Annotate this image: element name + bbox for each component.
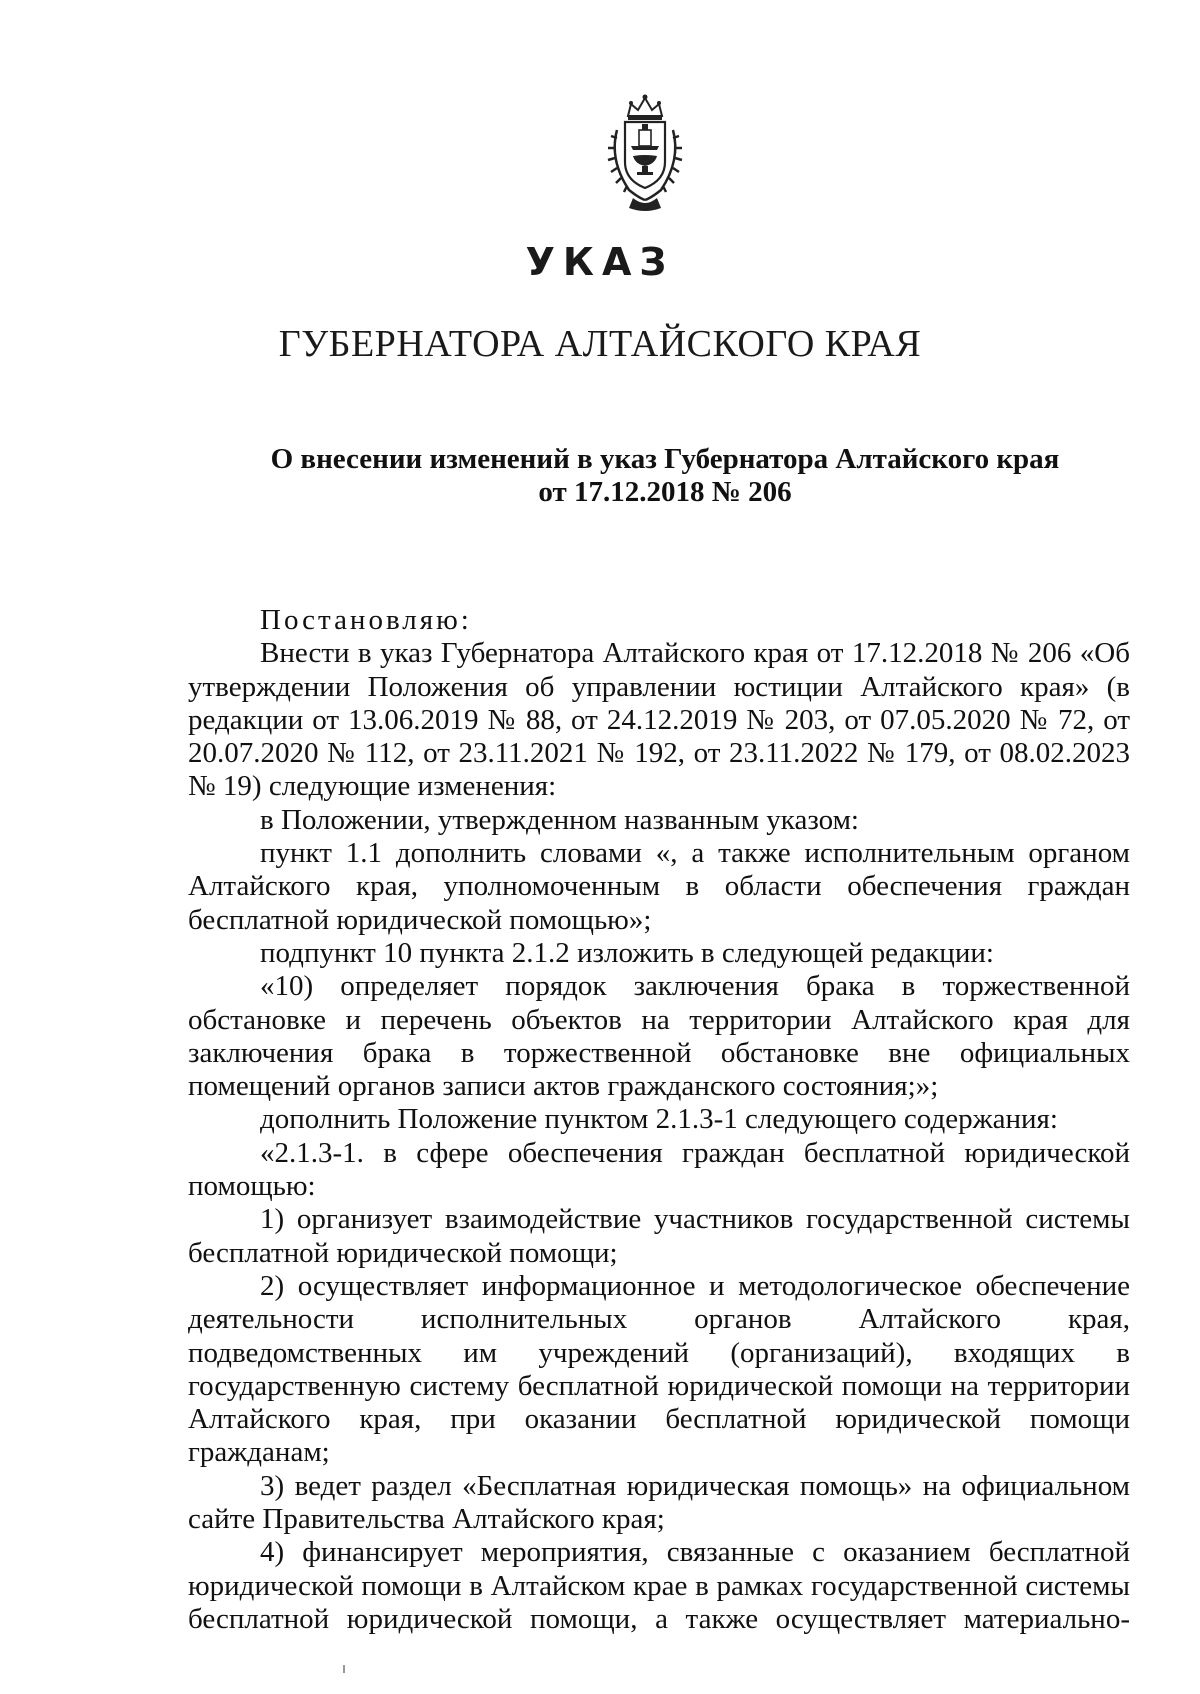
body-paragraph: 3) ведет раздел «Бесплатная юридическая помощь» на официальном сайте Правительства Алтайского края; — [188, 1469, 1130, 1536]
document-type-title: УКАЗ — [525, 240, 675, 284]
document-body — [188, 604, 1130, 1636]
subject-line-2: от 17.12.2018 № 206 — [538, 476, 792, 508]
body-paragraph: «10) определяет порядок заключения брака в торжественной обстановке и перечень объектов на территории Алтайского края для заключения брака в торжественной обстановке вне официальных помещений органов записи актов гражданского состояния;»; — [188, 970, 1130, 1103]
subject-line-1: О внесении изменений в указ Губернатора Алтайского края — [270, 443, 1060, 475]
body-paragraph: Внести в указ Губернатора Алтайского края от 17.12.2018 № 206 «Об утверждении Положения об управлении юстиции Алтайского края» (в редакции от 13.06.2019 № 88, от 24.12.2019 № 203, от 07.05.2020 № 72, от 20.07.2020 № 112, от 23.11.2021 № 192, от 23.11.2022 № 179, от 08.02.2023 № 19) следующие изменения: — [188, 637, 1130, 803]
body-paragraph: пункт 1.1 дополнить словами «, а также исполнительным органом Алтайского края, уполномоченным в области обеспечения граждан бесплатной юридической помощью»; — [188, 837, 1130, 936]
preamble-decree-word: Постановляю: — [260, 604, 472, 636]
body-paragraph: 4) финансирует мероприятия, связанные с оказанием бесплатной юридической помощи в Алтайском крае в рамках государственной системы бесплатной юридической помощи, а также осуществляет материально- — [188, 1536, 1130, 1635]
altai-krai-coat-of-arms-icon — [595, 90, 695, 215]
body-paragraph: 2) осуществляет информационное и методологическое обеспечение деятельности исполнительных органов Алтайского края, подведомственных им учреждений (организаций), входящих в государственную систему бесплатной юридической помощи на территории Алтайского края, при оказании бесплатной юридической помощи гражданам; — [188, 1269, 1130, 1469]
body-paragraph: 1) организует взаимодействие участников государственной системы бесплатной юридической помощи; — [188, 1203, 1130, 1269]
issuer-title: ГУБЕРНАТОРА АЛТАЙСКОГО КРАЯ — [278, 323, 922, 365]
body-paragraph: подпункт 10 пункта 2.1.2 изложить в следующей редакции: — [260, 936, 994, 969]
body-paragraph: дополнить Положение пунктом 2.1.3-1 следующего содержания: — [260, 1103, 1058, 1136]
body-paragraph: «2.1.3-1. в сфере обеспечения граждан бесплатной юридической помощью: — [188, 1136, 1130, 1203]
scan-artifact-mark — [343, 1665, 345, 1673]
body-paragraph: в Положении, утвержденном названным указом: — [260, 803, 859, 836]
document-subject — [250, 443, 1080, 509]
